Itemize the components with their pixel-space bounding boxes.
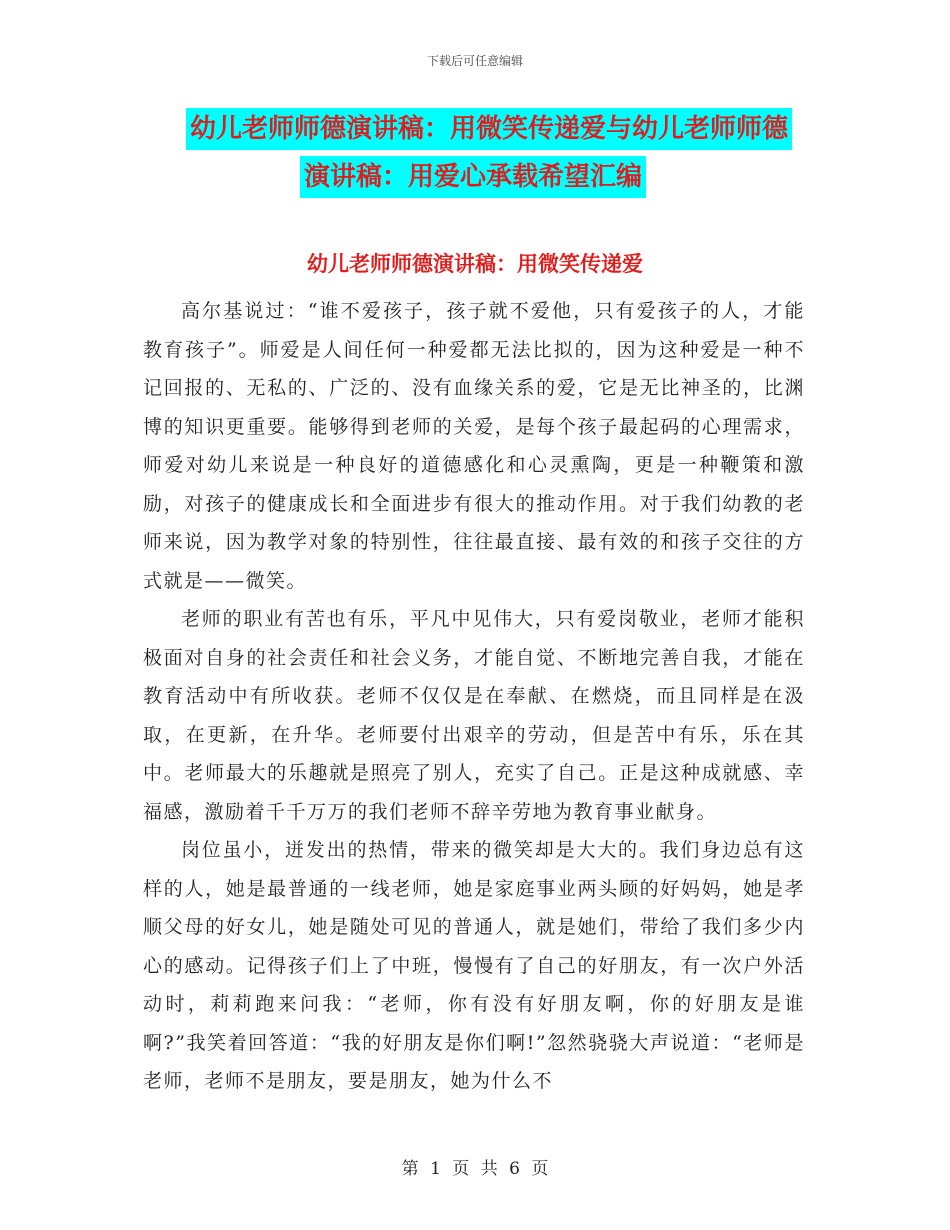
paragraph-2: 老师的职业有苦也有乐，平凡中见伟大，只有爱岗敬业，老师才能积极面对自身的社会责任和社会义务，才能自觉、不断地完善自我，才能在教育活动中有所收获。老师不仅仅是在奉献、在燃烧，而且同样是在汲取，在更新，在升华。老师要付出艰辛的劳动，但是苦中有乐，乐在其中。老师最大的乐趣就是照亮了别人，充实了自己。正是这种成就感、幸福感，激励着千千万万的我们老师不辞辛劳地为教育事业献身。 [143, 608, 805, 823]
paragraph-3: 岗位虽小，迸发出的热情，带来的微笑却是大大的。我们身边总有这样的人，她是最普通的一线老师，她是家庭事业两头顾的好妈妈，她是孝顺父母的好女儿，她是随处可见的普通人，就是她们，带给了我们多少内心的感动。记得孩子们上了中班，慢慢有了自己的好朋友，有一次户外活动时，莉莉跑来问我：“老师，你有没有好朋友啊，你的好朋友是谁啊?”我笑着回答道：“我的好朋友是你们啊!”忽然骁骁大声说道：“老师是老师，老师不是朋友，要是朋友，她为什么不 [143, 839, 805, 1092]
header-note: 下载后可任意编辑 [426, 54, 523, 68]
title-line-1: 幼儿老师师德演讲稿：用微笑传递爱与幼儿老师师德 [186, 108, 792, 150]
section-title: 幼儿老师师德演讲稿：用微笑传递爱 [307, 252, 643, 276]
page-footer: 第 1 页 共 6 页 [401, 1159, 549, 1179]
paragraph-1: 高尔基说过：“谁不爱孩子，孩子就不爱他，只有爱孩子的人，才能教育孩子”。师爱是人间任何一种爱都无法比拟的，因为这种爱是一种不记回报的、无私的、广泛的、没有血缘关系的爱，它是无比神圣的，比渊博的知识更重要。能够得到老师的关爱，是每个孩子最起码的心理需求，师爱对幼儿来说是一种良好的道德感化和心灵熏陶，更是一种鞭策和激励，对孩子的健康成长和全面进步有很大的推动作用。对于我们幼教的老师来说，因为教学对象的特别性，往往最直接、最有效的和孩子交往的方式就是——微笑。 [143, 300, 805, 592]
title-line-2: 演讲稿：用爱心承载希望汇编 [300, 156, 646, 198]
body-text [143, 292, 805, 1101]
document-title [180, 108, 820, 204]
